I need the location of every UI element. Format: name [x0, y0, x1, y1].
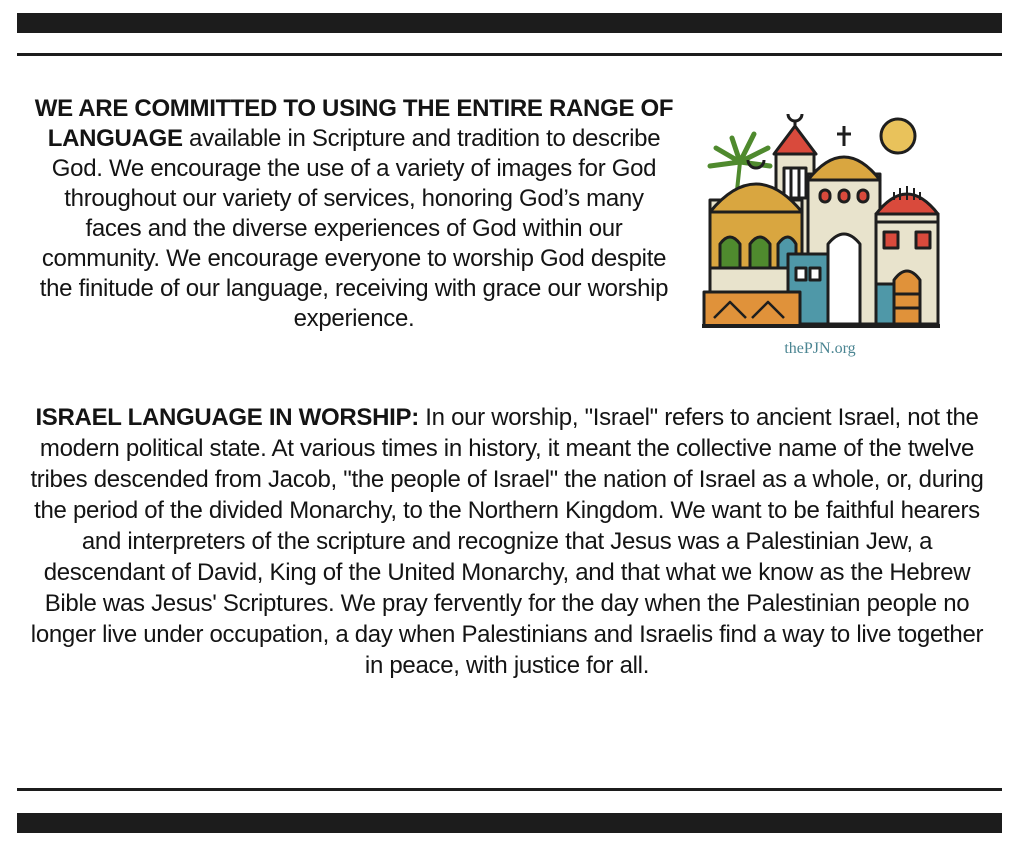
illustration-credit: thePJN.org: [784, 340, 856, 357]
commitment-paragraph: [34, 94, 674, 334]
israel-language-body: In our worship, "Israel" refers to ancient Israel, not the modern political state. At various times in history, it meant the collective name of the twelve tribes descended from Jacob, "the people of Israel" the nation of Israel as a whole, or, during the period of the divided Monarchy, to the Northern Kingdom. We want to be faithful hearers and interpreters of the scripture and recognize that Jesus was a Palestinian Jew, a descendant of David, King of the United Monarchy, and that what we know as the Hebrew Bible was Jesus' Scriptures. We pray fervently for the day when the Palestinian people no longer live under occupation, a day when Palestinians and Israelis find a way to live together in peace, with justice for all.: [30, 404, 984, 679]
israel-language-heading: ISRAEL LANGUAGE IN WORSHIP:: [35, 404, 419, 431]
commitment-body: available in Scripture and tradition to describe God. We encourage the use of a variety of images for God throughout our variety of services, honoring God’s many faces and the diverse experiences of God within our community. We encourage everyone to worship God despite the finitude of our language, receiving with grace our worship experience.: [39, 125, 669, 332]
top-thin-rule: [17, 53, 1002, 56]
bottom-thick-rule: [17, 813, 1002, 833]
jerusalem-city-icon: [696, 104, 946, 340]
bottom-thin-rule: [17, 788, 1002, 791]
israel-language-paragraph: [22, 402, 992, 681]
top-thick-rule: [17, 13, 1002, 33]
commitment-heading: WE ARE COMMITTED TO USING THE ENTIRE RANGE OF LANGUAGE: [34, 95, 674, 152]
